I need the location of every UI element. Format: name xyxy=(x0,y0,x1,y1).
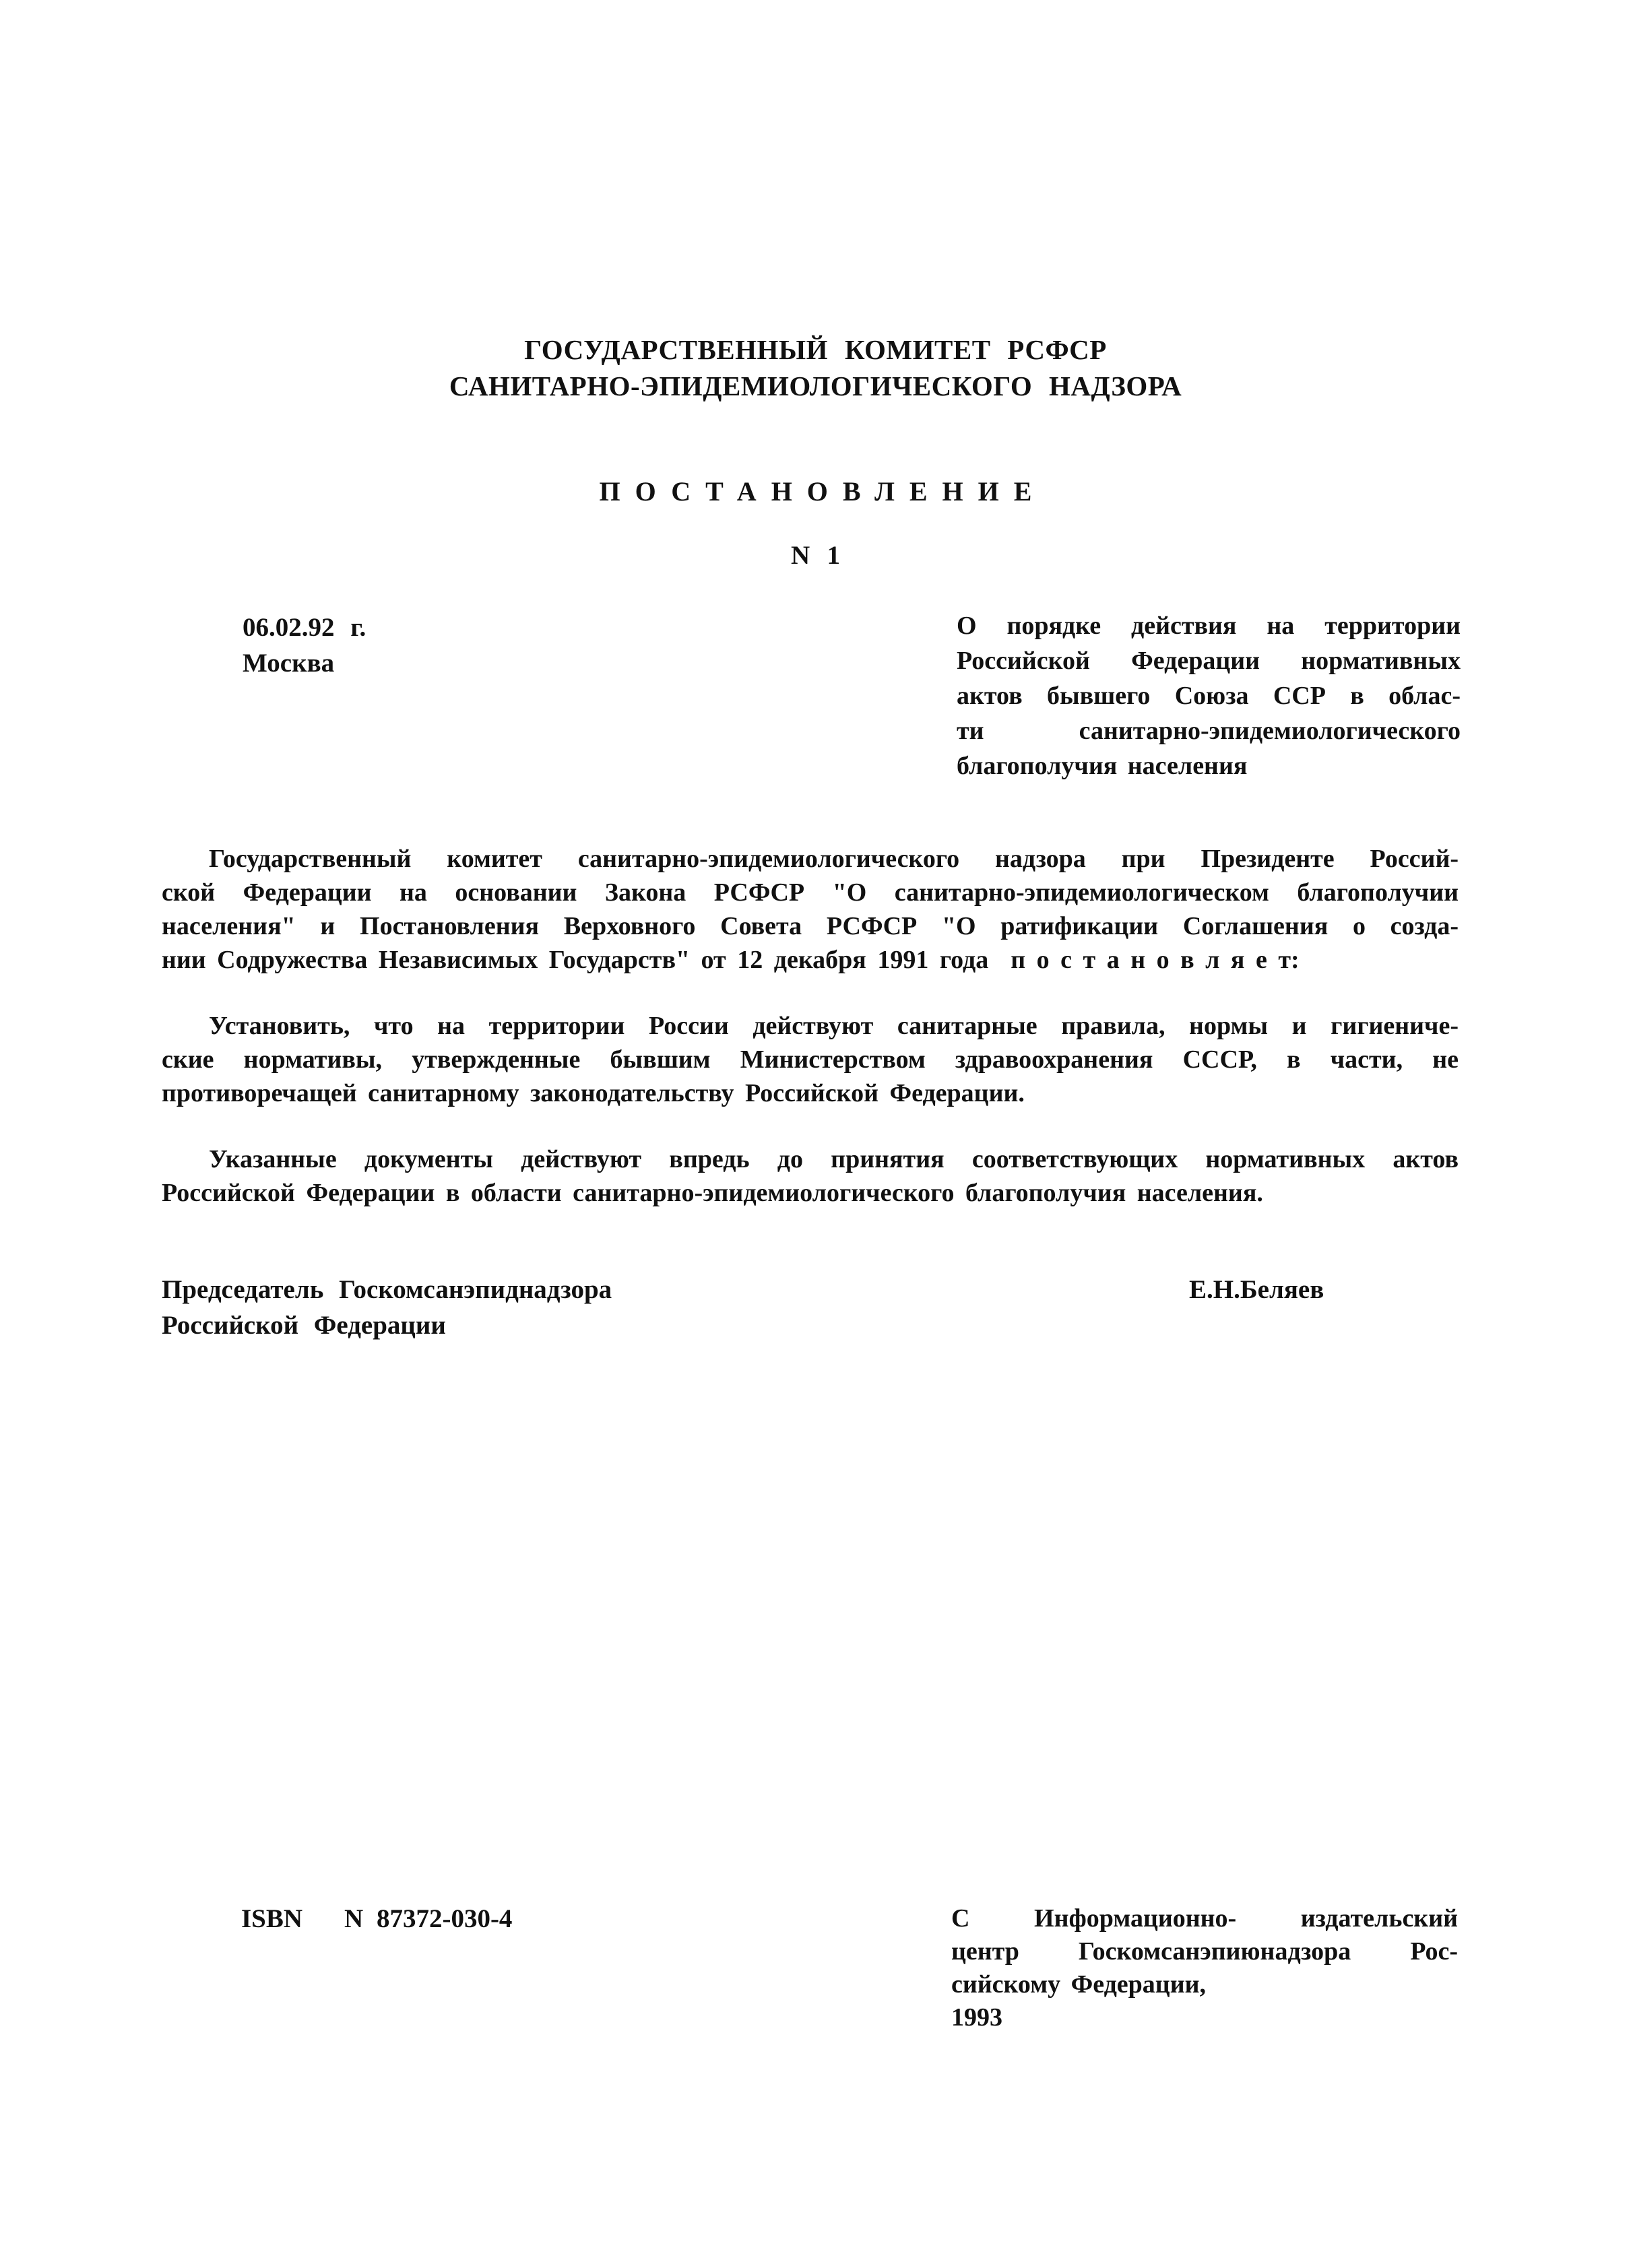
subject-block xyxy=(957,608,1461,783)
subject-line: Российской Федерации нормативных xyxy=(957,647,1461,675)
subject-line: благополучия населения xyxy=(957,752,1248,780)
signer-position-line1: Председатель Госкомсанэпиднадзора xyxy=(162,1275,612,1304)
document-type-title: ПОСТАНОВЛЕНИЕ xyxy=(599,476,1047,507)
subject-line: актов бывшего Союза ССР в облас- xyxy=(957,682,1461,710)
signer-name: Е.Н.Беляев xyxy=(1189,1275,1324,1304)
date-place-block xyxy=(243,610,366,681)
isbn-label: ISBN xyxy=(241,1904,303,1933)
body-paragraph-resolution xyxy=(162,1009,1459,1110)
publisher-block xyxy=(951,1902,1458,2034)
signature-block xyxy=(162,1272,1459,1343)
publisher-line: сийскому Федерации, xyxy=(951,1970,1206,1999)
body-paragraph-preamble xyxy=(162,842,1459,977)
publisher-year: 1993 xyxy=(951,2003,1002,2032)
signer-position-line2: Российской Федерации xyxy=(162,1311,446,1340)
subject-line: О порядке действия на территории xyxy=(957,612,1461,640)
document-number: N 1 xyxy=(790,541,845,570)
body-paragraph-validity xyxy=(162,1142,1459,1210)
organization-name-line1: ГОСУДАРСТВЕННЫЙ КОМИТЕТ РСФСР xyxy=(524,334,1107,365)
isbn-block xyxy=(241,1904,512,1934)
paragraph-line: противоречащей санитарному законодательству Российской Федерации. xyxy=(162,1079,1025,1107)
paragraph-line: Указанные документы действуют впредь до принятия соответствующих нормативных актов xyxy=(209,1145,1459,1173)
paragraph-line: Установить, что на территории России действуют санитарные правила, нормы и гигиениче- xyxy=(209,1012,1459,1040)
paragraph-line: нии Содружества Независимых Государств" от 12 декабря 1991 года п о с т а н о в л я е т: xyxy=(162,946,1300,974)
organization-header xyxy=(0,331,1631,404)
document-place: Москва xyxy=(243,649,335,678)
document-date: 06.02.92 г. xyxy=(243,613,366,642)
paragraph-line: ские нормативы, утвержденные бывшим Министерством здравоохранения СССР, в части, не xyxy=(162,1045,1459,1074)
publisher-line: С Информационно- издательский xyxy=(951,1904,1458,1933)
paragraph-line: ской Федерации на основании Закона РСФСР "О санитарно-эпидемиологическом благополучии xyxy=(162,878,1459,907)
subject-line: ти санитарно-эпидемиологического xyxy=(957,717,1461,745)
paragraph-line: Государственный комитет санитарно-эпидемиологического надзора при Президенте Россий- xyxy=(209,845,1459,873)
publisher-line: центр Госкомсанэпиюнадзора Рос- xyxy=(951,1937,1458,1966)
isbn-value: N 87372-030-4 xyxy=(344,1904,513,1933)
paragraph-line: Российской Федерации в области санитарно-эпидемиологического благополучия населения. xyxy=(162,1179,1263,1207)
organization-name-line2: САНИТАРНО-ЭПИДЕМИОЛОГИЧЕСКОГО НАДЗОРА xyxy=(449,370,1182,401)
paragraph-line: населения" и Постановления Верховного Совета РСФСР "О ратификации Соглашения о созда- xyxy=(162,912,1459,940)
